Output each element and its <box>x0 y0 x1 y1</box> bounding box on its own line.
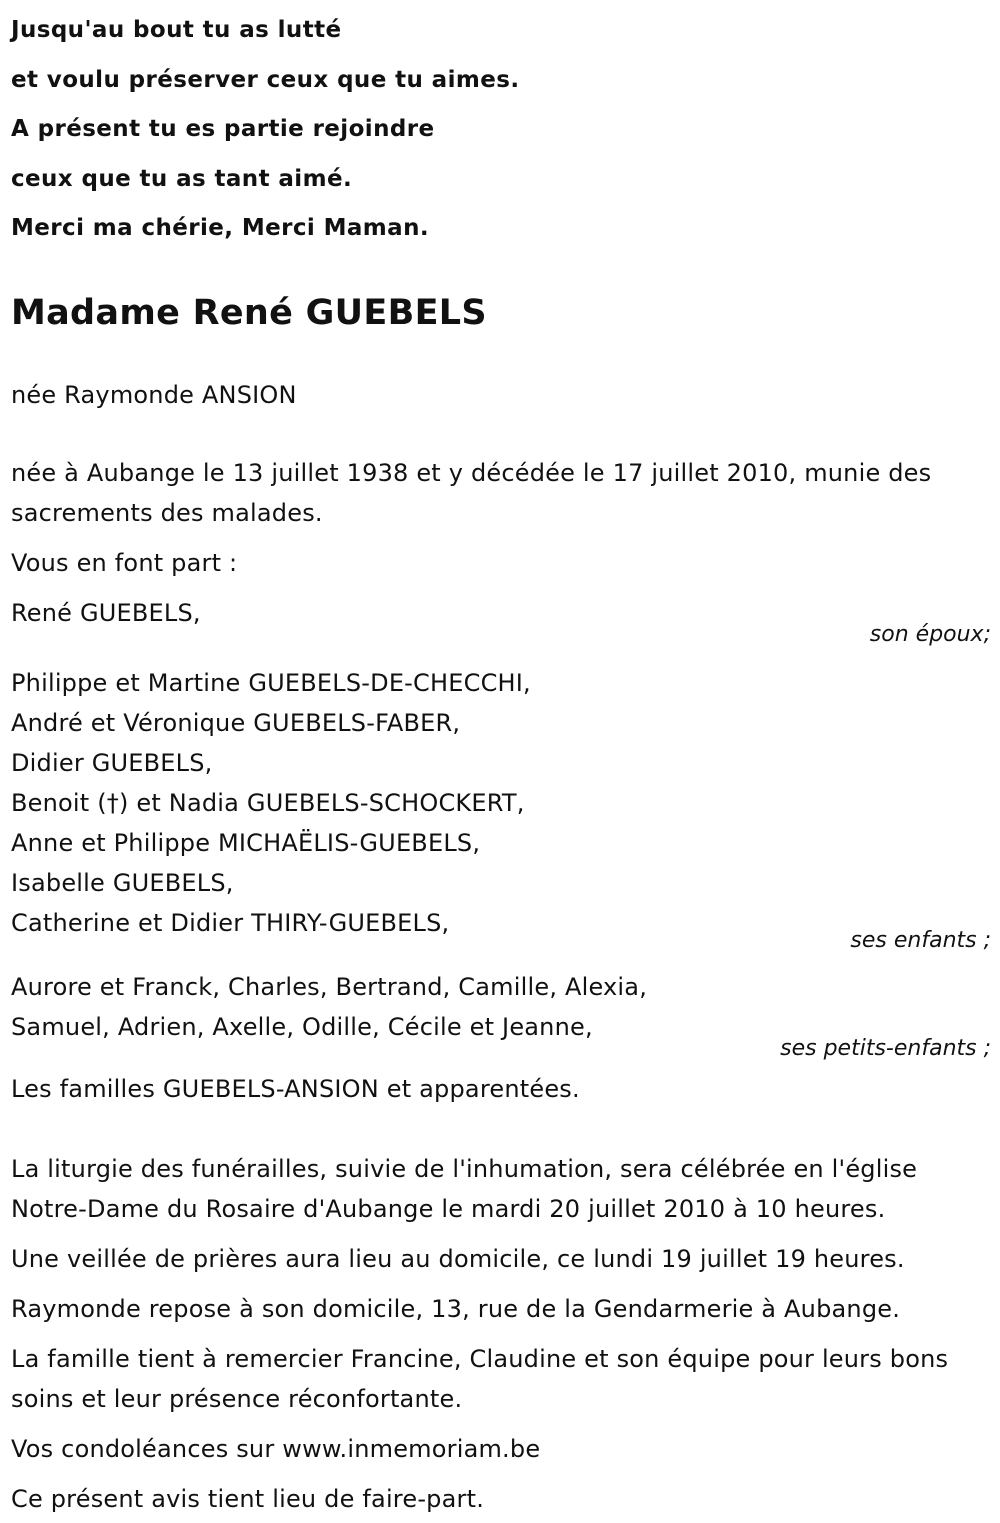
child-name: Catherine et Didier THIRY-GUEBELS, <box>11 908 450 937</box>
grandchildren-line: Aurore et Franck, Charles, Bertrand, Camille, Alexia, <box>11 972 648 1001</box>
child-name: Philippe et Martine GUEBELS-DE-CHECCHI, <box>11 668 531 697</box>
grandchildren-list <box>11 967 991 1047</box>
poem <box>11 6 991 254</box>
deceased-name: Madame René GUEBELS <box>11 292 487 333</box>
children-role: ses enfants ; <box>850 927 991 953</box>
child-name: Anne et Philippe MICHAËLIS-GUEBELS, <box>11 828 481 857</box>
condolences-info: Vos condoléances sur www.inmemoriam.be <box>11 1434 541 1463</box>
prayer-vigil: Une veillée de prières aura lieu au domicile, ce lundi 19 juillet 19 heures. <box>11 1244 905 1273</box>
child-name: Benoit (†) et Nadia GUEBELS-SCHOCKERT, <box>11 788 525 817</box>
spouse-role: son époux; <box>869 621 991 647</box>
poem-line: ceux que tu as tant aimé. <box>11 165 353 192</box>
funeral-liturgy: La liturgie des funérailles, suivie de l'inhumation, sera célébrée en l'église Notre-Dame du Rosaire d'Aubange le mardi 20 juillet 2010 à 10 heures. <box>11 1154 918 1223</box>
grandchildren-role: ses petits-enfants ; <box>780 1035 991 1061</box>
family-thanks: La famille tient à remercier Francine, Claudine et son équipe pour leurs bons soins et leur présence réconfortante. <box>11 1344 949 1413</box>
child-name: Didier GUEBELS, <box>11 748 213 777</box>
grandchildren-line: Samuel, Adrien, Axelle, Odille, Cécile et Jeanne, <box>11 1012 593 1041</box>
spouse-name: René GUEBELS, <box>11 598 201 627</box>
child-name: Isabelle GUEBELS, <box>11 868 234 897</box>
obituary-notice <box>11 0 991 1519</box>
child-name: André et Véronique GUEBELS-FABER, <box>11 708 461 737</box>
poem-line: Merci ma chérie, Merci Maman. <box>11 215 429 241</box>
extended-family: Les familles GUEBELS-ANSION et apparentées. <box>11 1074 580 1103</box>
maiden-name: née Raymonde ANSION <box>11 380 297 409</box>
notice-statement: Ce présent avis tient lieu de faire-part. <box>11 1484 485 1513</box>
children-list <box>11 663 991 943</box>
poem-line: Jusqu'au bout tu as lutté <box>11 17 342 43</box>
announcement: Vous en font part : <box>11 548 238 577</box>
birth-death-dates: née à Aubange le 13 juillet 1938 et y décédée le 17 juillet 2010, munie des sacrements des malades. <box>11 458 932 527</box>
poem-line: A présent tu es partie rejoindre <box>11 116 435 142</box>
poem-line: et voulu préserver ceux que tu aimes. <box>11 66 520 93</box>
repose-location: Raymonde repose à son domicile, 13, rue de la Gendarmerie à Aubange. <box>11 1294 901 1323</box>
